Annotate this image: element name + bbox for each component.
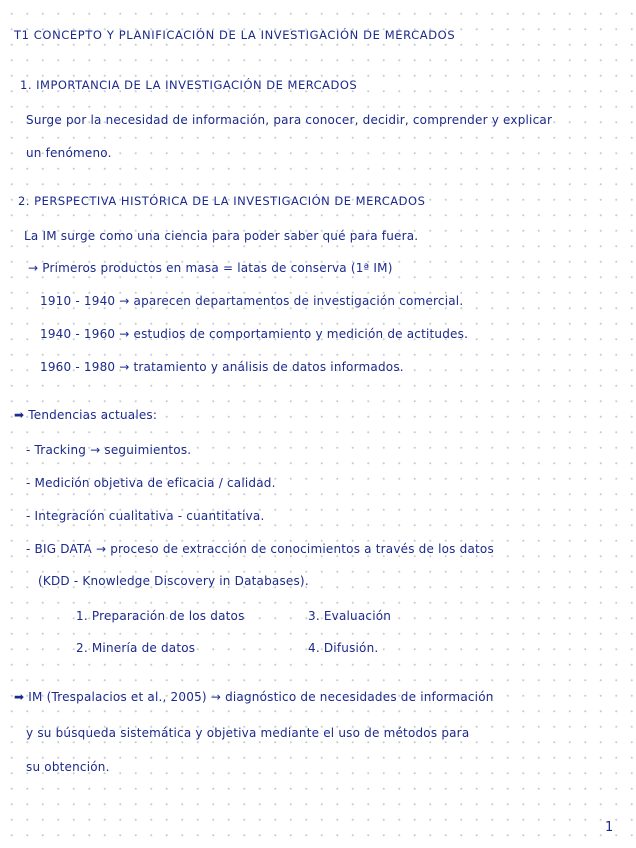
timeline-item-1940: 1940 - 1960 → estudios de comportamiento y medición de actitudes.	[40, 327, 469, 341]
trend-item-integracion: - Integración cualitativa - cuantitativa.	[26, 509, 265, 523]
trend-item-big-data: - BIG DATA → proceso de extracción de conocimientos a través de los datos	[26, 542, 494, 556]
section1-text-line2: un fenómeno.	[26, 146, 112, 160]
trend-item-tracking: - Tracking → seguimientos.	[26, 443, 192, 457]
definition-line1: ➡ IM (Trespalacios et al., 2005) → diagnóstico de necesidades de información	[14, 690, 494, 704]
section2-heading: 2. PERSPECTIVA HISTÓRICA DE LA INVESTIGACIÓN DE MERCADOS	[18, 194, 426, 208]
kdd-step-1: 1. Preparación de los datos	[76, 609, 245, 623]
kdd-step-3: 3. Evaluación	[308, 609, 392, 623]
section1-heading: 1. IMPORTANCIA DE LA INVESTIGACIÓN DE MERCADOS	[20, 78, 358, 92]
timeline-item-1910: 1910 - 1940 → aparecen departamentos de investigación comercial.	[40, 294, 464, 308]
kdd-step-4: 4. Difusión.	[308, 641, 379, 655]
trend-item-kdd: (KDD - Knowledge Discovery in Databases).	[38, 574, 309, 588]
page-title: T1 CONCEPTO Y PLANIFICACIÓN DE LA INVESTIGACIÓN DE MERCADOS	[14, 28, 456, 42]
trend-item-medicion: - Medición objetiva de eficacia / calidad.	[26, 476, 276, 490]
first-products-line: → Primeros productos en masa = latas de conserva (1ª IM)	[28, 261, 393, 275]
definition-line2: y su búsqueda sistemática y objetiva mediante el uso de métodos para	[26, 726, 470, 740]
page-number: 1	[605, 820, 614, 835]
trends-heading: ➡ Tendencias actuales:	[14, 408, 158, 422]
timeline-item-1960: 1960 - 1980 → tratamiento y análisis de datos informados.	[40, 360, 404, 374]
kdd-step-2: 2. Minería de datos	[76, 641, 196, 655]
definition-line3: su obtención.	[26, 760, 110, 774]
section1-text-line1: Surge por la necesidad de información, para conocer, decidir, comprender y explicar	[26, 113, 553, 127]
section2-intro: La IM surge como una ciencia para poder saber qué para fuera.	[24, 229, 419, 243]
